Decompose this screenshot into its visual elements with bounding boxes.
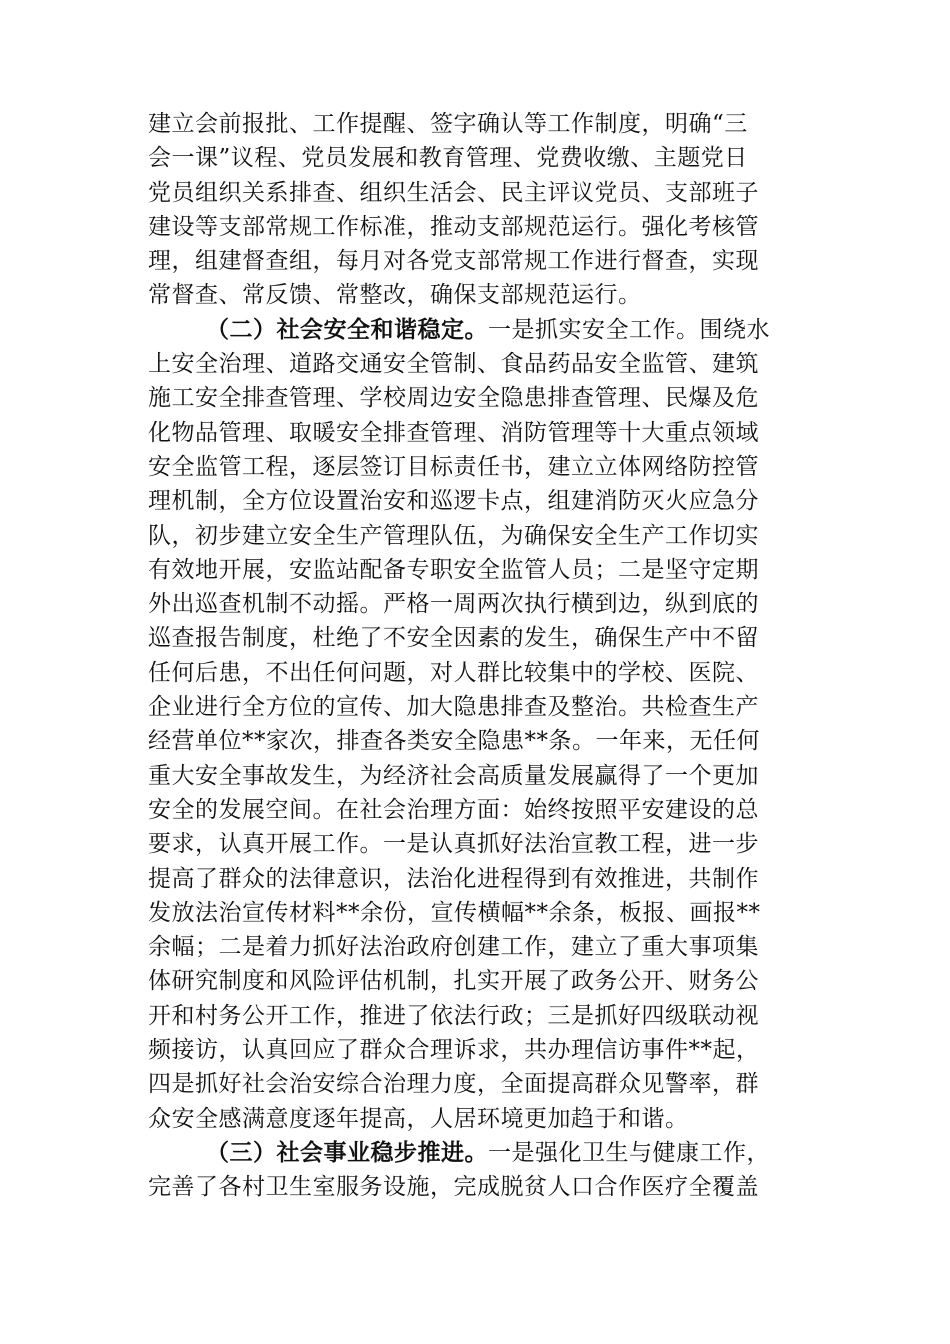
text-line xyxy=(148,244,808,278)
line-text: 四是抓好社会治安综合治理力度，全面提高群众见警率，群 xyxy=(148,1071,759,1098)
text-line xyxy=(148,278,808,312)
text-line xyxy=(148,519,808,553)
line-text: 一是强化卫生与健康工作， xyxy=(488,1139,770,1166)
line-text: 安全的发展空间。在社会治理方面：始终按照平安建设的总 xyxy=(148,796,759,823)
text-line xyxy=(148,450,808,484)
text-line xyxy=(148,1136,808,1170)
text-line xyxy=(148,656,808,690)
text-line xyxy=(148,176,808,210)
line-text: 理，组建督查组，每月对各党支部常规工作进行督查，实现 xyxy=(148,248,759,275)
text-line xyxy=(148,793,808,827)
line-text: 众安全感满意度逐年提高，人居环境更加趋于和谐。 xyxy=(148,1105,689,1132)
line-text: 要求，认真开展工作。一是认真抓好法治宣教工程，进一步 xyxy=(148,831,759,858)
text-line xyxy=(148,690,808,724)
line-text: 施工安全排查管理、学校周边安全隐患排查管理、民爆及危 xyxy=(148,385,759,412)
line-text: 常督查、常反馈、常整改，确保支部规范运行。 xyxy=(148,282,642,309)
line-text: 发放法治宣传材料**余份，宣传横幅**余条，板报、画报** xyxy=(148,899,761,926)
line-text: 建立会前报批、工作提醒、签字确认等工作制度，明确“三 xyxy=(148,111,748,137)
text-line xyxy=(148,862,808,896)
text-line xyxy=(148,313,808,347)
text-line xyxy=(148,141,808,175)
line-text: 有效地开展，安监站配备专职安全监管人员；二是坚守定期 xyxy=(148,556,759,583)
text-line xyxy=(148,210,808,244)
line-text: 党员组织关系排查、组织生活会、民主评议党员、支部班子 xyxy=(148,179,759,206)
line-text: 开和村务公开工作，推进了依法行政；三是抓好四级联动视 xyxy=(148,1002,759,1029)
line-text: 重大安全事故发生，为经济社会高质量发展赢得了一个更加 xyxy=(148,762,759,789)
line-text: 提高了群众的法律意识，法治化进程得到有效推进，共制作 xyxy=(148,865,759,892)
line-text: 建设等支部常规工作标准，推动支部规范运行。强化考核管 xyxy=(148,213,759,240)
text-line xyxy=(148,484,808,518)
line-text: 会一课”议程、党员发展和教育管理、党费收缴、主题党日 xyxy=(148,145,748,172)
line-text: 体研究制度和风险评估机制，扎实开展了政务公开、财务公 xyxy=(148,968,759,995)
text-line xyxy=(148,416,808,450)
line-text: 队，初步建立安全生产管理队伍，为确保安全生产工作切实 xyxy=(148,522,759,549)
line-text: 完善了各村卫生室服务设施，完成脱贫人口合作医疗全覆盖 xyxy=(148,1174,759,1201)
text-line xyxy=(148,1170,808,1204)
text-line xyxy=(148,896,808,930)
text-line xyxy=(148,999,808,1033)
text-line xyxy=(148,759,808,793)
text-line xyxy=(148,827,808,861)
line-text: 上安全治理、道路交通安全管制、食品药品安全监管、建筑 xyxy=(148,351,759,378)
document-page xyxy=(148,107,808,1205)
line-text: 外出巡查机制不动摇。严格一周两次执行横到边，纵到底的 xyxy=(148,591,759,618)
text-line xyxy=(148,381,808,415)
line-text: 任何后患，不出任何问题，对人群比较集中的学校、医院、 xyxy=(148,659,759,686)
text-line xyxy=(148,1067,808,1101)
text-line xyxy=(148,347,808,381)
line-text: 安全监管工程，逐层签订目标责任书，建立立体网络防控管 xyxy=(148,453,759,480)
text-line xyxy=(148,1102,808,1136)
line-text: 一是抓实安全工作。围绕水 xyxy=(488,316,770,343)
text-line xyxy=(148,553,808,587)
line-text: 巡查报告制度，杜绝了不安全因素的发生，确保生产中不留 xyxy=(148,625,759,652)
line-text: 余幅；二是着力抓好法治政府创建工作，建立了重大事项集 xyxy=(148,934,759,961)
section-heading: （三）社会事业稳步推进。 xyxy=(206,1138,488,1166)
line-text: 企业进行全方位的宣传、加大隐患排查及整治。共检查生产 xyxy=(148,694,759,721)
text-line xyxy=(148,1033,808,1067)
line-text: 化物品管理、取暖安全排查管理、消防管理等十大重点领域 xyxy=(148,419,759,446)
line-text: 经营单位**家次，排查各类安全隐患**条。一年来，无任何 xyxy=(148,728,760,755)
section-heading: （二）社会安全和谐稳定。 xyxy=(206,315,488,343)
text-line xyxy=(148,724,808,758)
text-line xyxy=(148,964,808,998)
text-line xyxy=(148,930,808,964)
line-text: 理机制，全方位设置治安和巡逻卡点，组建消防灭火应急分 xyxy=(148,488,759,515)
text-line xyxy=(148,621,808,655)
line-text: 频接访，认真回应了群众合理诉求，共办理信访事件**起， xyxy=(148,1037,760,1064)
text-line xyxy=(148,107,808,141)
text-line xyxy=(148,587,808,621)
